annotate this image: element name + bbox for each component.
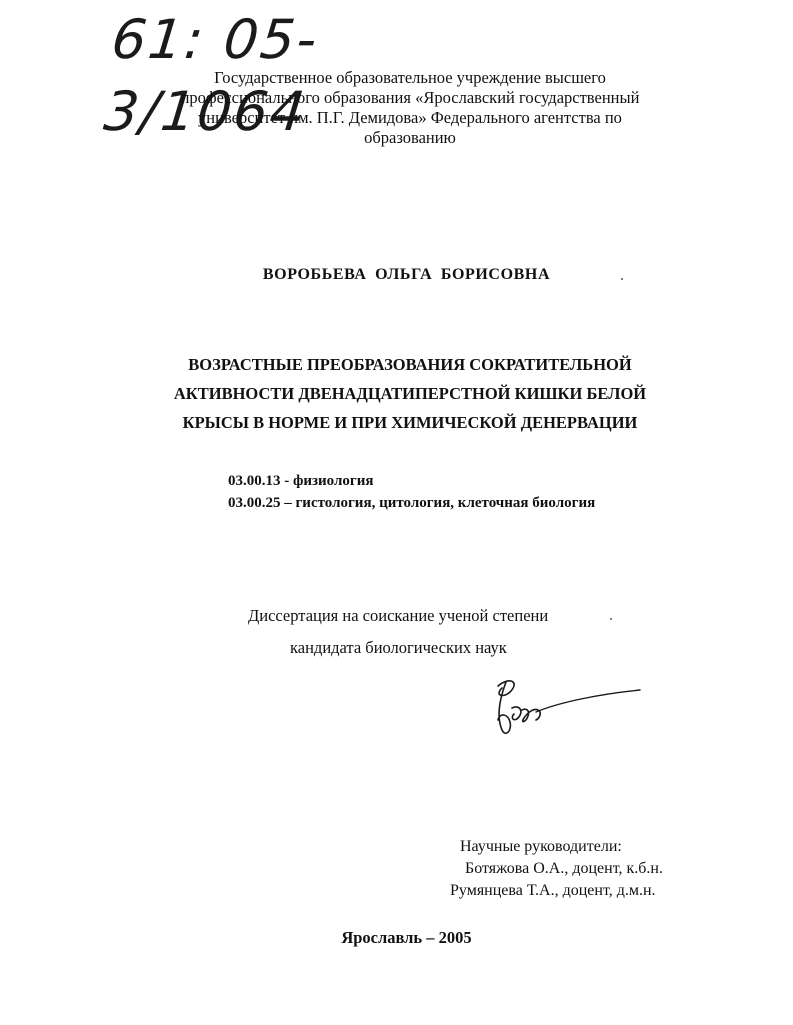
title-line: ВОЗРАСТНЫЕ ПРЕОБРАЗОВАНИЯ СОКРАТИТЕЛЬНОЙ: [188, 355, 632, 374]
author-name: ВОРОБЬЕВА ОЛЬГА БОРИСОВНА: [262, 266, 551, 283]
institution-line: университет им. П.Г. Демидова» Федерального агентства по: [198, 108, 622, 127]
institution-line: образованию: [364, 128, 456, 147]
city-year: Ярославль – 2005: [341, 928, 472, 947]
specialty-line: 03.00.25 – гистология, цитология, клеточная биология: [228, 495, 596, 511]
degree-line-2: кандидата биологических наук: [290, 638, 507, 657]
specialty-line: 03.00.13 - физиология: [228, 473, 374, 489]
title-line: АКТИВНОСТИ ДВЕНАДЦАТИПЕРСТНОЙ КИШКИ БЕЛОЙ: [173, 384, 647, 403]
scan-speck: [621, 278, 623, 280]
institution-header: [140, 68, 680, 148]
signature-image: [480, 668, 650, 748]
scan-speck: [610, 618, 612, 620]
degree-statement: [248, 600, 548, 664]
supervisor-name: Ботяжова О.А., доцент, к.б.н.: [465, 860, 663, 877]
supervisors-heading: Научные руководители:: [460, 838, 622, 855]
supervisor-name: Румянцева Т.А., доцент, д.м.н.: [450, 882, 656, 899]
dissertation-title: [100, 350, 720, 437]
institution-line: профессионального образования «Ярославский государственный: [180, 88, 640, 107]
institution-line: Государственное образовательное учреждение высшего: [214, 68, 606, 87]
supervisors-block: [450, 836, 663, 902]
title-line: КРЫСЫ В НОРМЕ И ПРИ ХИМИЧЕСКОЙ ДЕНЕРВАЦИИ: [182, 413, 638, 432]
archive-code-handwritten: 61: 05-3/1064: [101, 8, 322, 143]
degree-line-1: Диссертация на соискание ученой степени: [248, 606, 549, 625]
specialty-codes: [228, 470, 595, 514]
